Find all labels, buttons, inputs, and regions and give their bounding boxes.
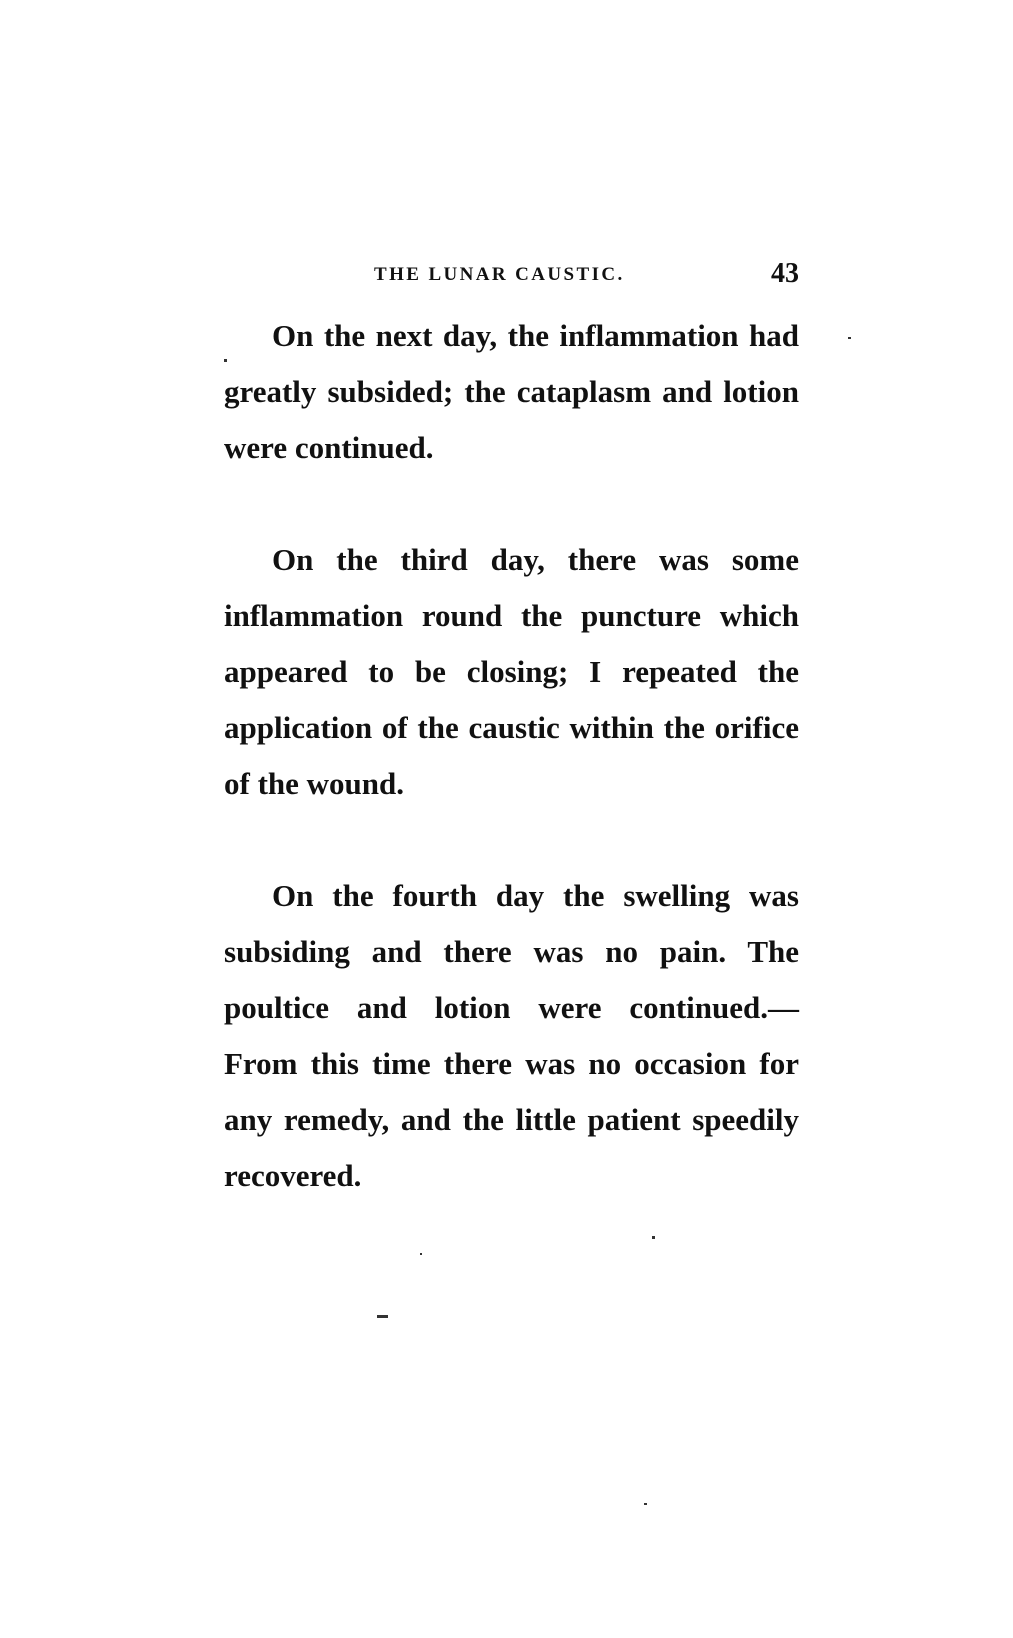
scan-speck — [848, 337, 851, 339]
scan-speck — [377, 1315, 388, 1318]
running-head: THE LUNAR CAUSTIC. — [374, 264, 625, 285]
paragraph-next-day: On the next day, the inflammation had greatly subsided; the cataplasm and lotion were continued. — [224, 318, 799, 465]
scan-speck — [652, 1236, 655, 1239]
paragraph-third-day: On the third day, there was some inflammation round the puncture which appeared to be closing; I repeated the application of the caustic within the orifice of the wound. — [224, 542, 799, 801]
scan-speck — [644, 1503, 647, 1505]
page-number: 43 — [771, 258, 799, 289]
scan-speck — [420, 1253, 422, 1255]
page-header — [224, 258, 799, 298]
paragraph-fourth-day: On the fourth day the swelling was subsiding and there was no pain. The poultice and lotion were continued.— From this time there was no occasion for any remedy, and the little patient speedily recovered. — [224, 878, 799, 1193]
scan-speck — [224, 359, 227, 362]
